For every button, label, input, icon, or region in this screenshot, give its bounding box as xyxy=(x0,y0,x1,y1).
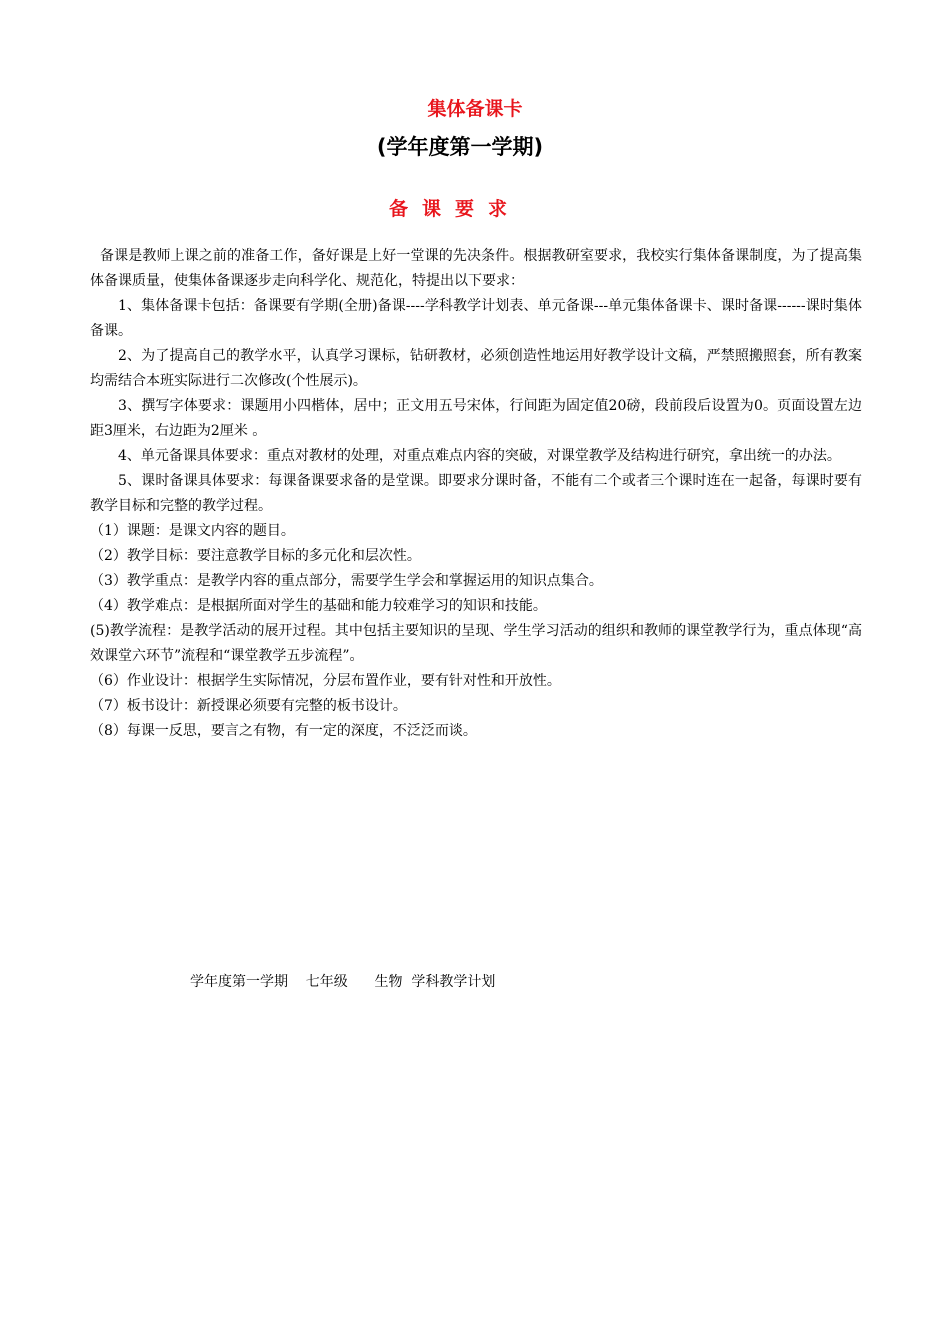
requirement-paragraph: 5、课时备课具体要求：每课备课要求备的是堂课。即要求分课时备，不能有二个或者三个课时连在一起备，每课时要有教学目标和完整的教学过程。 xyxy=(90,473,862,514)
list-item: （3）教学重点：是教学内容的重点部分，需要学生学会和掌握运用的知识点集合。 xyxy=(90,573,603,589)
list-item: （2）教学目标：要注意教学目标的多元化和层次性。 xyxy=(90,548,421,564)
intro-paragraph: 备课是教师上课之前的准备工作，备好课是上好一堂课的先决条件。根据教研室要求，我校实行集体备课制度，为了提高集体备课质量，使集体备课逐步走向科学化、规范化，特提出以下要求： xyxy=(90,248,862,289)
section-title: 备课要求 xyxy=(388,198,521,220)
requirement-paragraph: 4、单元备课具体要求：重点对教材的处理，对重点难点内容的突破，对课堂教学及结构进行研究，拿出统一的办法。 xyxy=(118,448,841,464)
requirement-paragraph: 1、集体备课卡包括：备课要有学期(全册)备课----学科教学计划表、单元备课---单元集体备课卡、课时备课------课时集体备课。 xyxy=(90,298,862,339)
list-item: （6）作业设计：根据学生实际情况，分层布置作业，要有针对性和开放性。 xyxy=(90,673,561,689)
list-item: （7）板书设计：新授课必须要有完整的板书设计。 xyxy=(90,698,407,714)
document-subtitle: (学年度第一学期) xyxy=(376,135,544,159)
list-item: （4）教学难点：是根据所面对学生的基础和能力较难学习的知识和技能。 xyxy=(90,598,547,614)
document-title: 集体备课卡 xyxy=(427,98,523,120)
requirement-paragraph: 2、为了提高自己的教学水平，认真学习课标，钻研教材，必须创造性地运用好教学设计文稿，严禁照搬照套，所有教案均需结合本班实际进行二次修改(个性展示)。 xyxy=(90,348,862,389)
list-item: (5)教学流程：是教学活动的展开过程。其中包括主要知识的呈现、学生学习活动的组织和教师的课堂教学行为，重点体现“高效课堂六环节”流程和“课堂教学五步流程”。 xyxy=(90,623,862,664)
requirements-body xyxy=(90,244,862,744)
list-item: （8）每课一反思，要言之有物，有一定的深度，不泛泛而谈。 xyxy=(90,723,477,739)
list-item: （1）课题：是课文内容的题目。 xyxy=(90,523,295,539)
plan-heading-line: 学年度第一学期 七年级 生物 学科教学计划 xyxy=(190,974,496,990)
requirement-paragraph: 3、撰写字体要求：课题用小四楷体，居中；正文用五号宋体，行间距为固定值20磅，段前段后设置为0。页面设置左边距3厘米，右边距为2厘米 。 xyxy=(90,398,862,439)
